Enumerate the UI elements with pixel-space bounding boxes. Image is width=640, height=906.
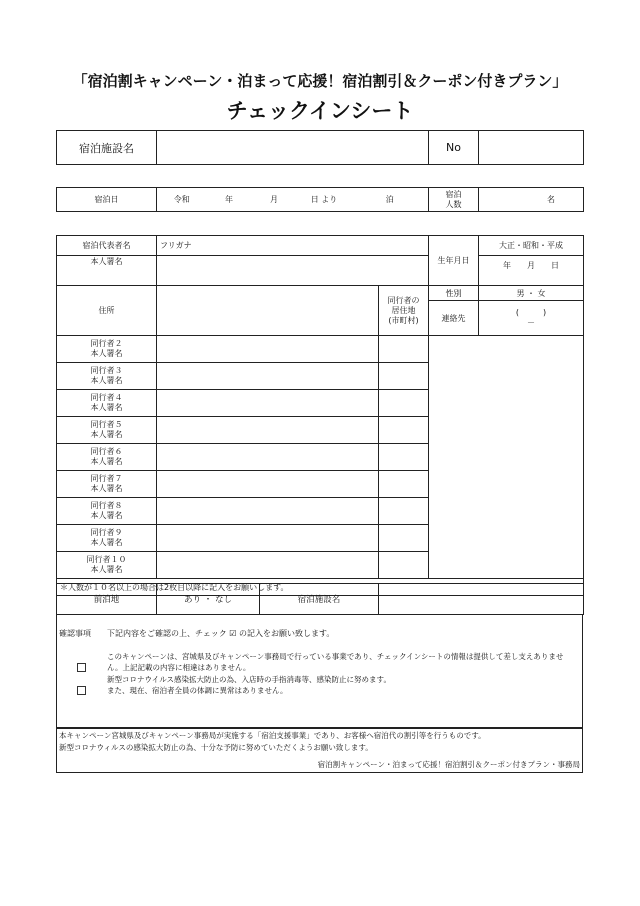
stay-date-table bbox=[56, 187, 584, 212]
companion-sign-field[interactable] bbox=[157, 444, 379, 471]
companion-sign-field[interactable] bbox=[157, 390, 379, 417]
dob-label: 生年月日 bbox=[429, 236, 479, 286]
signature-label: 本人署名 bbox=[57, 256, 157, 286]
companion-label: 同行者４ 本人署名 bbox=[57, 390, 157, 417]
companion-sign-field[interactable] bbox=[157, 498, 379, 525]
address-label: 住所 bbox=[57, 286, 157, 336]
sex-label: 性別 bbox=[429, 286, 479, 301]
stay-date-label: 宿泊日 bbox=[57, 188, 157, 212]
companion-sign-field[interactable] bbox=[157, 417, 379, 444]
prev-stay-table bbox=[56, 583, 584, 615]
companion-sign-field[interactable] bbox=[157, 363, 379, 390]
companion-label: 同行者９ 本人署名 bbox=[57, 525, 157, 552]
rep-name-label: 宿泊代表者名 bbox=[57, 236, 157, 256]
signature-field[interactable] bbox=[157, 256, 429, 286]
checkbox-icon[interactable] bbox=[77, 686, 86, 695]
address-field[interactable] bbox=[157, 286, 379, 336]
dob-ymd[interactable]: 年 月 日 bbox=[479, 256, 584, 286]
companion-residence-field[interactable] bbox=[379, 552, 429, 579]
contact-label: 連絡先 bbox=[429, 301, 479, 336]
companion-label: 同行者２ 本人署名 bbox=[57, 336, 157, 363]
companion-residence-field[interactable] bbox=[379, 417, 429, 444]
companion-label: 同行者８ 本人署名 bbox=[57, 498, 157, 525]
companion-sign-field[interactable] bbox=[157, 336, 379, 363]
checkbox-2[interactable] bbox=[77, 680, 86, 699]
guest-table bbox=[56, 235, 584, 596]
guests-label: 宿泊 人数 bbox=[429, 188, 479, 212]
companion-sign-field[interactable] bbox=[157, 525, 379, 552]
prev-facility-field[interactable] bbox=[379, 584, 584, 615]
year-label[interactable]: 年 bbox=[207, 188, 252, 212]
era-label: 令和 bbox=[157, 188, 207, 212]
day-from-label[interactable]: 日 より bbox=[297, 188, 352, 212]
companion-sign-field[interactable] bbox=[157, 471, 379, 498]
sheet-title: チェックインシート bbox=[226, 99, 414, 123]
companion-label: 同行者６ 本人署名 bbox=[57, 444, 157, 471]
confirm-instruction: 下記内容をご確認の上、チェック ☑ の記入をお願い致します。 bbox=[107, 629, 335, 638]
blank-area bbox=[429, 336, 584, 579]
companion-residence-field[interactable] bbox=[379, 444, 429, 471]
footer-box bbox=[56, 727, 583, 773]
dob-eras[interactable]: 大正・昭和・平成 bbox=[479, 236, 584, 256]
confirm-label: 確認事項 bbox=[59, 629, 91, 638]
facility-name-label: 宿泊施設名 bbox=[57, 131, 157, 165]
contact-field[interactable]: ( ) － bbox=[479, 301, 584, 336]
campaign-title: 「宿泊割キャンペーン・泊まって応援！宿泊割引＆クーポン付きプラン」 bbox=[72, 72, 568, 90]
furigana-field[interactable]: フリガナ bbox=[157, 236, 429, 256]
companion-sign-field[interactable] bbox=[157, 552, 379, 579]
companion-label: 同行者７ 本人署名 bbox=[57, 471, 157, 498]
no-label: No bbox=[429, 131, 479, 165]
companion-residence-field[interactable] bbox=[379, 363, 429, 390]
confirmation-box bbox=[56, 614, 583, 729]
companion-residence-field[interactable] bbox=[379, 471, 429, 498]
no-field[interactable] bbox=[479, 131, 584, 165]
sex-options[interactable]: 男 ・ 女 bbox=[479, 286, 584, 301]
nights-label[interactable]: 泊 bbox=[352, 188, 429, 212]
facility-name-field[interactable] bbox=[157, 131, 429, 165]
prev-stay-label: 前泊地 bbox=[57, 584, 157, 615]
confirm-item-1: このキャンペーンは、宮城県及びキャンペーン事務局で行っている事業であり、チェックインシートの情報は提供して差し支えありませ ん。上記記載の内容に相違はありません。 bbox=[107, 652, 564, 672]
companion-label: 同行者１０ 本人署名 bbox=[57, 552, 157, 579]
persons-field[interactable]: 名 bbox=[479, 188, 584, 212]
overflow-note: ＊人数が１０名以上の場合は2枚目以降に記入をお願いします。 bbox=[57, 579, 584, 596]
footer-text: 本キャンペーン宮城県及びキャンペーン事務局が実施する「宿泊支援事業」であり、お客様へ宿泊代の割引等を行うものです。 新型コロナウィルスの感染拡大防止の為、十分な予防に努めていただくようお願い致します。 bbox=[59, 731, 486, 752]
companion-residence-field[interactable] bbox=[379, 336, 429, 363]
footer-office: 宿泊割キャンペーン・泊まって応援！宿泊割引＆クーポン付きプラン・事務局 bbox=[317, 760, 580, 769]
prev-facility-label: 宿泊施設名 bbox=[260, 584, 379, 615]
month-label[interactable]: 月 bbox=[252, 188, 297, 212]
checkbox-icon[interactable] bbox=[77, 663, 86, 672]
companion-residence-label: 同行者の 居住地 (市町村) bbox=[379, 286, 429, 336]
companion-residence-field[interactable] bbox=[379, 525, 429, 552]
confirm-item-2: 新型コロナウイルス感染拡大防止の為、入店時の手指消毒等、感染防止に努めます。 また、現在、宿泊者全員の体調に異常はありません。 bbox=[107, 675, 391, 695]
checkbox-1[interactable] bbox=[77, 657, 86, 676]
companion-residence-field[interactable] bbox=[379, 498, 429, 525]
facility-table bbox=[56, 130, 584, 165]
companion-label: 同行者５ 本人署名 bbox=[57, 417, 157, 444]
prev-stay-options[interactable]: あり ・ なし bbox=[157, 584, 260, 615]
companion-residence-field[interactable] bbox=[379, 390, 429, 417]
companion-label: 同行者３ 本人署名 bbox=[57, 363, 157, 390]
